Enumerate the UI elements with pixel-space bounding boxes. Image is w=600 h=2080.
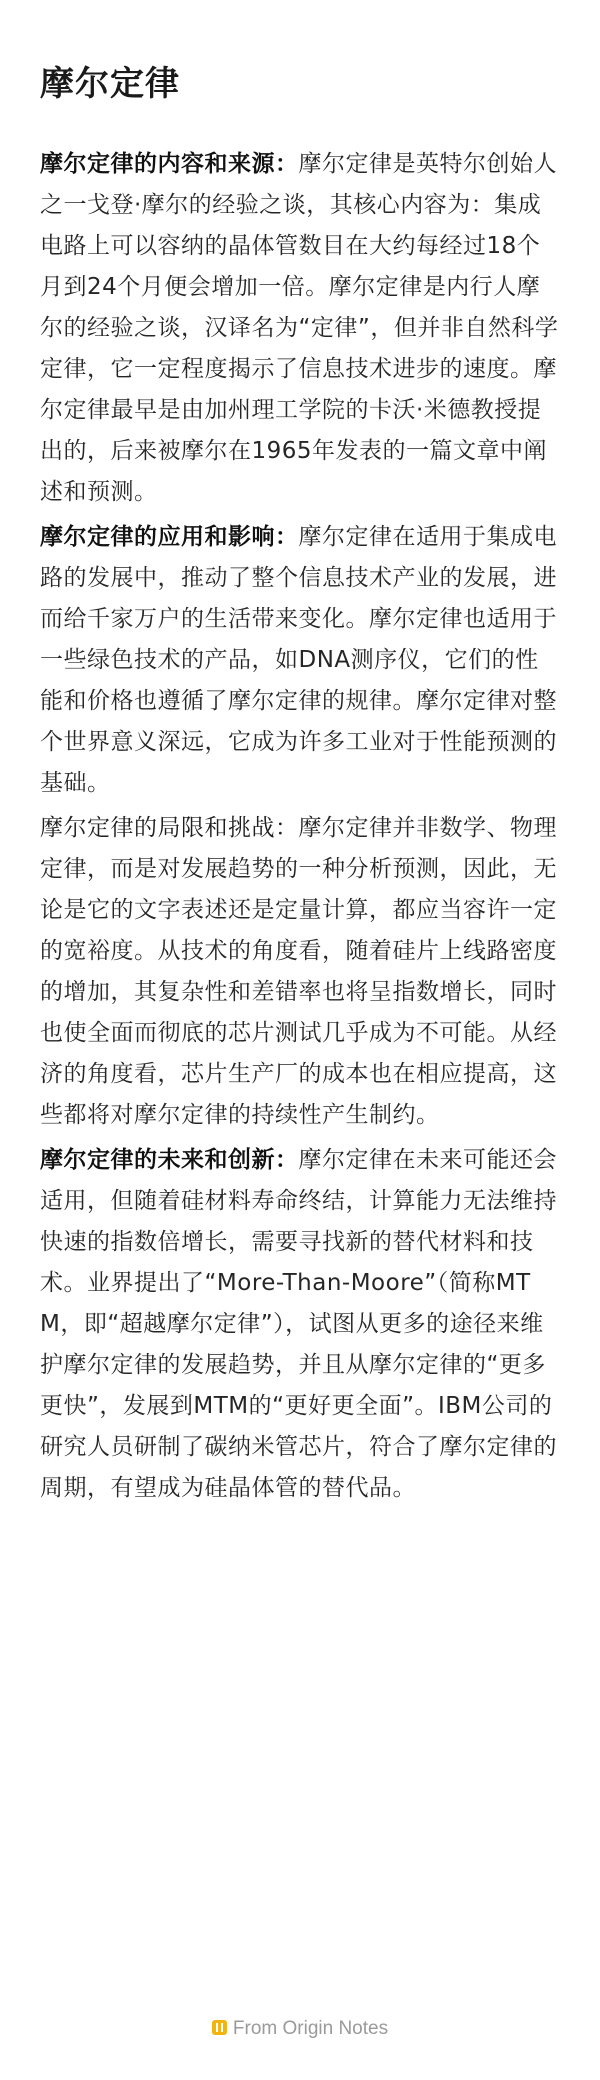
section-future-innovation bbox=[40, 1140, 560, 1509]
section-limits-challenges bbox=[40, 808, 560, 1136]
section-application-impact bbox=[40, 517, 560, 804]
origin-notes-logo-icon bbox=[212, 2020, 227, 2035]
section-body: 摩尔定律并非数学、物理定律，而是对发展趋势的一种分析预测，因此，无论是它的文字表述还是定量计算，都应当容许一定的宽裕度。从技术的角度看，随着硅片上线路密度的增加，其复杂性和差错率也将呈指数增长，同时也使全面而彻底的芯片测试几乎成为不可能。从经济的角度看，芯片生产厂的成本也在相应提高，这些都将对摩尔定律的持续性产生制约。 bbox=[40, 815, 557, 1128]
section-heading: 摩尔定律的内容和来源： bbox=[40, 151, 299, 177]
section-content-origin bbox=[40, 144, 560, 513]
section-body: 摩尔定律在适用于集成电路的发展中，推动了整个信息技术产业的发展，进而给千家万户的生活带来变化。摩尔定律也适用于一些绿色技术的产品，如DNA测序仪，它们的性能和价格也遵循了摩尔定律的规律。摩尔定律对整个世界意义深远，它成为许多工业对于性能预测的基础。 bbox=[40, 524, 557, 796]
section-body: 摩尔定律在未来可能还会适用，但随着硅材料寿命终结，计算能力无法维持快速的指数倍增长，需要寻找新的替代材料和技术。业界提出了“More-Than-Moore”（简称MTM，即“超越摩尔定律”），试图从更多的途径来维护摩尔定律的发展趋势，并且从摩尔定律的“更多更快”，发展到MTM的“更好更全面”。IBM公司的研究人员研制了碳纳米管芯片，符合了摩尔定律的周期，有望成为硅晶体管的替代品。 bbox=[40, 1147, 557, 1501]
section-heading: 摩尔定律的局限和挑战： bbox=[40, 815, 299, 841]
page-title: 摩尔定律 bbox=[40, 64, 180, 104]
footer-text: From Origin Notes bbox=[232, 2018, 389, 2039]
footer-attribution bbox=[0, 2018, 600, 2040]
section-body: 摩尔定律是英特尔创始人之一戈登·摩尔的经验之谈，其核心内容为：集成电路上可以容纳的晶体管数目在大约每经过18个月到24个月便会增加一倍。摩尔定律是内行人摩尔的经验之谈，汉译名为“定律”，但并非自然科学定律，它一定程度揭示了信息技术进步的速度。摩尔定律最早是由加州理工学院的卡沃·米德教授提出的，后来被摩尔在1965年发表的一篇文章中阐述和预测。 bbox=[40, 151, 559, 505]
section-heading: 摩尔定律的应用和影响： bbox=[40, 524, 299, 550]
section-heading: 摩尔定律的未来和创新： bbox=[40, 1147, 299, 1173]
